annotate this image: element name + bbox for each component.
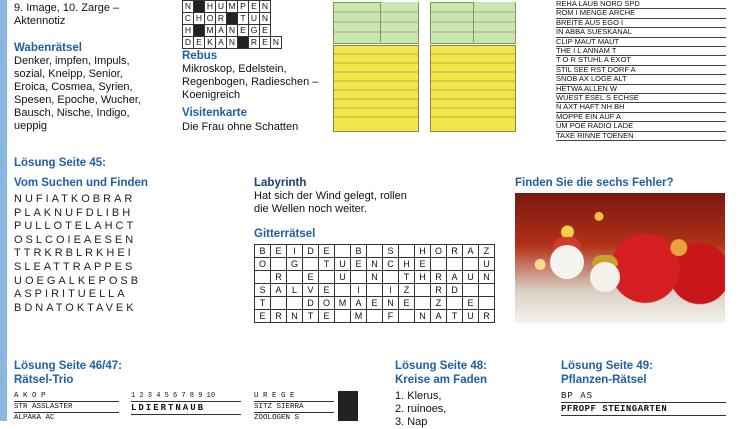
word-search-row: TTRKRBLRKHEI bbox=[14, 247, 134, 260]
gitter-cell: N bbox=[383, 297, 399, 310]
crossword-cell: H bbox=[183, 25, 194, 37]
gitter-cell: T bbox=[255, 297, 271, 310]
gitter-cell: S bbox=[383, 245, 399, 258]
crossword-cell: N bbox=[260, 13, 271, 25]
rebus-line: Regenbogen, Radieschen – bbox=[182, 76, 319, 88]
gitter-cell bbox=[479, 284, 495, 297]
kreise-answers bbox=[395, 390, 446, 429]
gitter-cell: U bbox=[335, 271, 351, 284]
word-search-row: PLAKNUFDLIBH bbox=[14, 206, 134, 219]
gitter-cell: E bbox=[319, 245, 335, 258]
gitter-cell: O bbox=[431, 245, 447, 258]
word-search-row: NUFIATKOBRAR bbox=[14, 193, 136, 205]
rebus-line: Mikroskop, Edelstein, bbox=[182, 63, 287, 75]
gitter-cell: E bbox=[463, 297, 479, 310]
crossword-row: UM POE RADIO LADE bbox=[556, 122, 726, 131]
gitter-cell bbox=[335, 310, 351, 323]
gitter-cell: H bbox=[399, 258, 415, 271]
crossword-cell bbox=[194, 1, 205, 13]
gitter-cell: A bbox=[431, 310, 447, 323]
crossword-cell: A bbox=[216, 25, 227, 37]
gitter-cell bbox=[367, 284, 383, 297]
gitter-cell bbox=[287, 297, 303, 310]
sudoku-lines bbox=[333, 2, 515, 132]
gitter-cell: A bbox=[271, 284, 287, 297]
crossword-cell: N bbox=[271, 37, 282, 49]
waben-line: Bausch, Nische, Indigo, bbox=[14, 107, 130, 119]
gitter-cell: E bbox=[319, 310, 335, 323]
gitter-cell: R bbox=[447, 245, 463, 258]
vom-suchen-title: Vom Suchen und Finden bbox=[14, 177, 148, 189]
loesung-45-title: Lösung Seite 45: bbox=[14, 157, 107, 169]
crossword-row: REHA LAUB NORD SPD bbox=[556, 0, 726, 9]
crossword-cell: K bbox=[205, 37, 216, 49]
crossword-cell: N bbox=[227, 37, 238, 49]
gitter-cell: E bbox=[271, 245, 287, 258]
rebus-title: Rebus bbox=[182, 50, 218, 62]
labyrinth-title: Labyrinth bbox=[254, 177, 307, 189]
gitter-cell bbox=[335, 245, 351, 258]
gitter-cell: Z bbox=[431, 297, 447, 310]
gitter-cell: H bbox=[415, 245, 431, 258]
crossword-row: MOPPE EIN AUF A bbox=[556, 113, 726, 122]
crossword-row: N AXT HAFT NH BH bbox=[556, 103, 726, 112]
gitter-cell: N bbox=[367, 271, 383, 284]
kreise-title: Kreise am Faden bbox=[395, 374, 488, 386]
snowman-figure bbox=[590, 262, 620, 292]
gitter-cell bbox=[431, 258, 447, 271]
crossword-row: IN ABBA SUESKANAL bbox=[556, 28, 726, 37]
gitter-cell: R bbox=[431, 271, 447, 284]
visitenkarte-title: Visitenkarte bbox=[182, 107, 247, 119]
word-search-row: SLEATTRAPPES bbox=[14, 260, 136, 273]
crossword-cell: C bbox=[183, 13, 194, 25]
crossword-cell: N bbox=[183, 1, 194, 13]
gitter-cell: F bbox=[383, 310, 399, 323]
crossword-cell: E bbox=[260, 25, 271, 37]
gitter-cell bbox=[367, 245, 383, 258]
gitter-cell bbox=[399, 245, 415, 258]
crossword-row: WUEST ESEL S ECHSE bbox=[556, 94, 726, 103]
rebus-line: Koenigreich bbox=[182, 89, 241, 101]
crossword-cell: U bbox=[216, 1, 227, 13]
crossword-cell: D bbox=[183, 37, 194, 49]
gitter-cell: B bbox=[351, 245, 367, 258]
gitter-cell: Z bbox=[479, 245, 495, 258]
crossword-row: SNOB AX LOGE ALT bbox=[556, 75, 726, 84]
gitter-cell: D bbox=[303, 297, 319, 310]
crossword-cell bbox=[227, 13, 238, 25]
waben-line: ueppig bbox=[14, 120, 48, 132]
crossword-cell: E bbox=[238, 25, 249, 37]
gitter-cell bbox=[463, 284, 479, 297]
gitter-cell: N bbox=[287, 310, 303, 323]
trio-grid-3: U R E G E SITZ SIERRA ZOOLOGEN S bbox=[254, 391, 334, 421]
rebus-answers bbox=[182, 63, 318, 102]
loesung-49-title: Lösung Seite 49: bbox=[561, 360, 654, 372]
gitter-cell: A bbox=[351, 297, 367, 310]
crossword-row: THE I L ANNAM T bbox=[556, 47, 726, 56]
crossword-row: T O R STUHL A EXOT bbox=[556, 56, 726, 65]
gitter-cell: U bbox=[335, 258, 351, 271]
crossword-cell: R bbox=[249, 37, 260, 49]
crossword-cell: G bbox=[249, 25, 260, 37]
gitter-cell: M bbox=[335, 297, 351, 310]
gitter-cell: D bbox=[447, 284, 463, 297]
gitter-cell: H bbox=[415, 271, 431, 284]
word-search-row: PULLOTELAHCT bbox=[14, 220, 137, 233]
gitter-cell: D bbox=[303, 245, 319, 258]
gitter-cell: O bbox=[319, 297, 335, 310]
crossword-cell: M bbox=[206, 25, 214, 35]
waben-line: Spesen, Epoche, Wucher, bbox=[14, 94, 141, 106]
gitter-cell: E bbox=[367, 297, 383, 310]
crossword-row: TAXE RINNE TOENEN bbox=[556, 132, 726, 141]
gitter-cell bbox=[447, 297, 463, 310]
crossword-cell: O bbox=[205, 13, 216, 25]
aktennotiz-text bbox=[14, 2, 119, 28]
gitter-cell bbox=[255, 271, 271, 284]
crossword-cell: N bbox=[260, 1, 271, 13]
gitter-cell bbox=[335, 284, 351, 297]
gitter-cell: E bbox=[303, 271, 319, 284]
gitter-cell: T bbox=[319, 258, 335, 271]
gitter-cell: N bbox=[367, 258, 383, 271]
gitter-cell: R bbox=[431, 284, 447, 297]
pflanzen-title: Pflanzen-Rätsel bbox=[561, 374, 647, 386]
gitter-cell bbox=[303, 258, 319, 271]
sidebar-strip bbox=[0, 0, 7, 421]
gitter-cell: R bbox=[271, 310, 287, 323]
labyrinth-line: Hat sich der Wind gelegt, rollen bbox=[254, 190, 407, 202]
crossword-row: CLIP MAUT MAUT bbox=[556, 38, 726, 47]
gitter-cell bbox=[447, 258, 463, 271]
crossword-cell: E bbox=[194, 37, 205, 49]
word-search-row: UOEGALKEPOSB bbox=[14, 274, 142, 287]
gitter-cell bbox=[271, 258, 287, 271]
crossword-cell bbox=[194, 25, 205, 37]
gitter-cell: S bbox=[255, 284, 271, 297]
crossword-cell: T bbox=[238, 13, 249, 25]
black-cell-block bbox=[338, 391, 358, 421]
gitter-cell bbox=[319, 271, 335, 284]
crossword-cell bbox=[238, 37, 249, 49]
crossword-cell: A bbox=[216, 37, 227, 49]
gitter-cell bbox=[287, 271, 303, 284]
gitter-cell: C bbox=[383, 258, 399, 271]
gitter-cell: O bbox=[255, 258, 271, 271]
labyrinth-answer bbox=[254, 190, 407, 216]
crossword-cell: R bbox=[216, 13, 227, 25]
pflanzen-grid: BP AS PFROPF STEINGARTEN bbox=[561, 391, 726, 416]
kreise-item: 3. Nap bbox=[395, 416, 428, 428]
gitter-title: Gitterrätsel bbox=[254, 228, 316, 240]
gitter-cell bbox=[399, 310, 415, 323]
crossword-cell: H bbox=[194, 13, 205, 25]
gitter-cell bbox=[463, 258, 479, 271]
gitter-cell: U bbox=[463, 271, 479, 284]
crossword-grid-right bbox=[556, 0, 726, 141]
word-search-row: BDNATOKTAVEK bbox=[14, 301, 137, 314]
waben-line: Denker, impfen, Impuls, bbox=[14, 55, 130, 67]
gitter-cell: R bbox=[271, 271, 287, 284]
crossword-row: BREITE AUS EGO I bbox=[556, 19, 726, 28]
gitter-cell: L bbox=[287, 284, 303, 297]
snowman-figure bbox=[550, 245, 584, 279]
gitter-cell: I bbox=[351, 284, 367, 297]
crossword-grid-top bbox=[182, 0, 282, 49]
gitter-cell: T bbox=[399, 271, 415, 284]
gitter-cell: A bbox=[463, 245, 479, 258]
gitter-cell: I bbox=[383, 284, 399, 297]
gitter-cell: N bbox=[479, 271, 495, 284]
waben-answer-list bbox=[14, 55, 141, 133]
gitter-cell: E bbox=[319, 284, 335, 297]
word-search-row: ASPIRITUELLA bbox=[14, 288, 128, 301]
word-search-row: OSLCOIEAESEN bbox=[14, 233, 137, 246]
crossword-cell: N bbox=[227, 25, 238, 37]
waben-line: sozial, Kneipp, Senior, bbox=[14, 68, 123, 80]
visitenkarte-answer: Die Frau ohne Schatten bbox=[182, 121, 299, 133]
labyrinth-line: die Wellen noch weiter. bbox=[254, 203, 367, 215]
crossword-cell: E bbox=[260, 37, 271, 49]
gitter-cell bbox=[479, 297, 495, 310]
gitter-cell: E bbox=[415, 258, 431, 271]
gitter-cell bbox=[367, 310, 383, 323]
kreise-item: 1. Klerus, bbox=[395, 390, 442, 402]
gitter-cell: T bbox=[303, 310, 319, 323]
gitter-cell bbox=[351, 271, 367, 284]
crossword-cell: E bbox=[249, 1, 260, 13]
text-line: Aktennotiz bbox=[14, 15, 66, 27]
gitter-cell bbox=[415, 284, 431, 297]
gitter-grid bbox=[254, 244, 495, 323]
loesung-4647-title: Lösung Seite 46/47: bbox=[14, 360, 123, 372]
word-search-grid bbox=[14, 193, 141, 315]
crossword-cell: M bbox=[228, 1, 236, 11]
crossword-cell: U bbox=[249, 13, 260, 25]
text-line: 9. Image, 10. Zarge – bbox=[14, 2, 120, 14]
gitter-cell: T bbox=[447, 310, 463, 323]
gitter-cell: E bbox=[399, 297, 415, 310]
gitter-cell: B bbox=[255, 245, 271, 258]
crossword-row: ROM I MENGE ARCHE bbox=[556, 9, 726, 18]
gitter-cell: Z bbox=[399, 284, 415, 297]
christmas-photo bbox=[515, 193, 725, 323]
waben-line: Eroica, Cosmea, Syrien, bbox=[14, 81, 133, 93]
gitter-cell: V bbox=[303, 284, 319, 297]
gitter-cell: M bbox=[351, 310, 367, 323]
gitter-cell: E bbox=[255, 310, 271, 323]
gitter-cell: U bbox=[463, 310, 479, 323]
gitter-cell: I bbox=[287, 245, 303, 258]
gitter-cell: A bbox=[447, 271, 463, 284]
gitter-cell: N bbox=[415, 310, 431, 323]
gitter-cell bbox=[383, 271, 399, 284]
crossword-row: HETWA ALLEN W bbox=[556, 85, 726, 94]
gitter-cell: R bbox=[479, 310, 495, 323]
trio-grid-2: 1 2 3 4 5 6 7 8 9 10 LDIERTNAUB bbox=[131, 391, 241, 421]
crossword-cell: P bbox=[238, 1, 249, 13]
gitter-cell: U bbox=[479, 258, 495, 271]
gitter-cell bbox=[415, 297, 431, 310]
trio-grid-1: A K O P STR ASSLASTER ALPAKA AC bbox=[14, 391, 119, 421]
crossword-row: STIL SEE RST DORF A bbox=[556, 66, 726, 75]
waben-title: Wabenrätsel bbox=[14, 42, 82, 54]
crossword-cell: H bbox=[205, 1, 216, 13]
gitter-cell: G bbox=[287, 258, 303, 271]
gitter-cell bbox=[271, 297, 287, 310]
raetsel-trio-title: Rätsel-Trio bbox=[14, 374, 74, 386]
gitter-cell: E bbox=[351, 258, 367, 271]
loesung-48-title: Lösung Seite 48: bbox=[395, 360, 488, 372]
kreise-item: 2. ruinoes, bbox=[395, 403, 447, 415]
fehler-title: Finden Sie die sechs Fehler? bbox=[515, 177, 674, 189]
